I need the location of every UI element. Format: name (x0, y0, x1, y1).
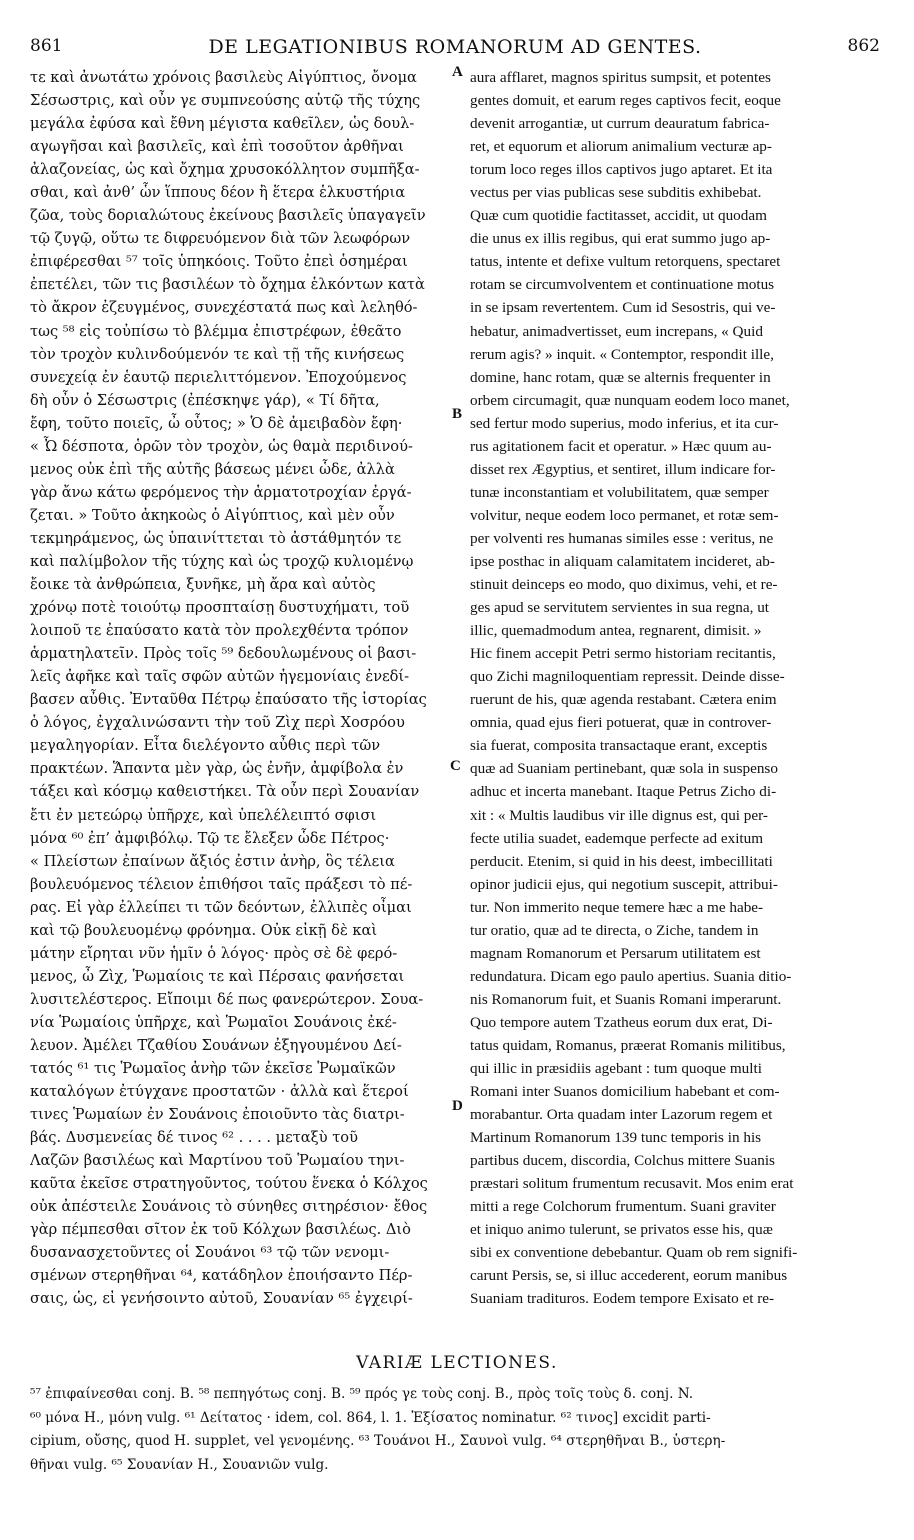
greek-text-line: συνεχείᾳ ἐν ἑαυτῷ περιελιττόμενον. Ἐποχούμενος (30, 368, 407, 386)
latin-text-line: Quo tempore autem Tzatheus eorum dux erat, Di- (470, 1013, 773, 1031)
latin-text-line: tur oratio, quæ ad te directa, o Ziche, tandem in (470, 921, 759, 939)
greek-text-line: λευον. Ἀμέλει Τζαθίου Σουάνων ἐξηγουμένου Δεί- (30, 1036, 402, 1054)
greek-text-column (30, 66, 462, 1346)
variant-note-line: θῆναι vulg. ⁶⁵ Σουανίαν H., Σουανιῶν vulg. (30, 1456, 329, 1473)
greek-text-line: βουλευόμενος τέλειον ἐπιθήσοι ταῖς πράξεσι τὸ πέ- (30, 875, 413, 893)
latin-text-line: ret, et equorum et aliorum animalium vecturæ ap- (470, 138, 772, 156)
variant-readings-notes (30, 1383, 880, 1477)
latin-text-line: vectus per vias publicas sese subditis exhibebat. (470, 184, 762, 202)
latin-text-line: sibi ex conventione debebantur. Quam ob rem signifi- (470, 1244, 798, 1262)
latin-text-line: per volventi res humanas similes esse : veritus, ne (470, 529, 774, 547)
greek-text-line: τε καὶ ἀνωτάτω χρόνοις βασιλεὺς Αἰγύπτιος, ὄνομα (30, 69, 417, 86)
latin-text-column (470, 66, 880, 1346)
latin-text-line: Suaniam tradituros. Eodem tempore Exisato et re- (470, 1290, 775, 1308)
latin-text-line: Quæ cum quotidie factitasset, accidit, ut quodam (470, 207, 767, 225)
greek-text-line: βασεν αὖθις. Ἐνταῦθα Πέτρῳ ἐπαύσατο τῆς ἱστορίας (30, 691, 427, 709)
latin-text-line: tatus, intente et defixe vultum retorquens, spectaret (470, 253, 781, 271)
greek-text-line: καῦτα ἐκεῖσε στρατηγοῦντος, τούτου ἕνεκα ὁ Κόλχος (30, 1175, 428, 1193)
latin-text-line: Romani inter Suanos domicilium habebant et com- (470, 1083, 780, 1101)
page-number-right: 862 (847, 36, 880, 56)
latin-text-line: stinuit deinceps eo modo, quo diximus, vehi, et re- (470, 576, 778, 594)
greek-text-line: ἀλαζονείας, ὡς καὶ ὄχημα χρυσοκόλλητον συμπῆξα- (30, 161, 420, 179)
latin-text-line: nis Romanorum fuit, et Suanis Romani imperarunt. (470, 990, 782, 1008)
greek-text-line: ἐπιφέρεσθαι ⁵⁷ τοῖς ὑπηκόοις. Τοῦτο ἐπεὶ ὁσημέραι (30, 253, 408, 271)
greek-text-line: ζῶα, τοὺς δοριαλώτους ἐκείνους βασιλεῖς ὑπαγαγεῖν (30, 207, 426, 225)
section-marker-a: A (452, 64, 463, 80)
variant-note-line: ⁵⁷ ἐπιφαίνεσθαι conj. B. ⁵⁸ πεπηγότως conj. B. ⁵⁹ πρός γε τοὺς conj. B., πρὸς τοῖς τοὺς δ. conj. N. (30, 1386, 694, 1402)
greek-text-line: λοιποῦ τε ἐπαύσατο κατὰ τὸν προλεχθέντα τρόπον (30, 622, 409, 640)
greek-text-line: λεῖς ἀφῆκε καὶ ταῖς σφῶν αὐτῶν ἡγεμονίαις ἐνεδί- (30, 668, 410, 686)
latin-text-line: et iniquo animo tulerunt, se privatos esse his, quæ (470, 1221, 773, 1239)
greek-text-line: ὁ λόγος, ἐγχαλινώσαντι τὴν τοῦ Ζὶχ περὶ Χοσρόου (30, 714, 405, 732)
latin-text-line: ges apud se servitutem servientes in sua regna, ut (470, 599, 770, 617)
latin-text-line: aura afflaret, magnos spiritus sumpsit, et potentes (470, 69, 771, 86)
greek-text-line: τὸ ἄκρον ἐζευγμένος, συνεχέστατά πως καὶ λεληθό- (30, 299, 418, 317)
latin-text-line: torum loco reges illos captivos jugo aptaret. Et ita (470, 161, 773, 179)
running-title: DE LEGATIONIBUS ROMANORUM AD GENTES. (208, 36, 702, 58)
latin-text-line: tur. Non immerito neque temere hæc a me habe- (470, 898, 764, 916)
latin-text-line: magnam Romanorum et Persarum utilitatem est (470, 944, 761, 962)
variant-note-line: ⁶⁰ μόνα H., μόνη vulg. ⁶¹ Δείτατος · idem, col. 864, l. 1. Ἐξίσατος nominatur. ⁶² τινος] excidit parti- (30, 1409, 711, 1426)
latin-text-line: qui illic in præsidiis agebant : tum quoque multi (470, 1060, 762, 1078)
greek-text-line: ζεται. » Τοῦτο ἀκηκοὼς ὁ Αἰγύπτιος, καὶ μὲν οὖν (30, 506, 395, 524)
latin-text-line: ruerunt de his, quæ agenda restabant. Cætera enim (470, 691, 777, 709)
latin-text-line: die unus ex illis regibus, qui erat summo jugo ap- (470, 230, 771, 248)
greek-text-line: σθαι, καὶ ἀνθ’ ὧν ἵππους δέον ἢ ἕτερα ἑλκυστήρια (30, 184, 406, 202)
running-head (30, 36, 880, 62)
greek-text-line: ρας. Εἰ γὰρ ἐλλείπει τι τῶν δεόντων, ἐλλιπὲς οἶμαι (30, 898, 412, 916)
greek-text-line: τατός ⁶¹ τις Ῥωμαῖος ἀνὴρ τῶν ἐκεῖσε Ῥωμαϊκῶν (30, 1060, 396, 1078)
latin-text-line: carunt Persis, se, si illuc accederent, eorum manibus (470, 1267, 788, 1285)
latin-text-line: disset rex Ægyptius, et sentiret, illum indicare for- (470, 460, 776, 478)
latin-text-line: quo Zichi magniloquentiam repressit. Deinde disse- (470, 668, 785, 686)
latin-text-line: omnia, quad ejus fieri potuerat, quæ in controver- (470, 714, 772, 732)
greek-text-line: καὶ παλίμβολον τῆς τύχης καὶ ὡς τροχῷ κυλιομένῳ (30, 552, 414, 570)
latin-text-line: partibus ducem, discordia, Colchus mittere Suanis (470, 1152, 775, 1170)
latin-text-line: volvitur, neque eodem loco permanet, et rotæ sem- (470, 506, 779, 524)
latin-text-line: Hic finem accepit Petri sermo historiam recitantis, (470, 645, 776, 663)
greek-text-line: δυσανασχετοῦντες οἱ Σουάνοι ⁶³ τῷ τῶν νενομι- (30, 1244, 390, 1262)
latin-text-line: rotam se circumvolventem et continuatione motus (470, 276, 775, 294)
greek-text-line: μενος, ὦ Ζὶχ, Ῥωμαίοις τε καὶ Πέρσαις φανήσεται (30, 967, 405, 985)
greek-text-line: « Πλείστων ἐπαίνων ἄξιός ἐστιν ἀνὴρ, ὃς τέλεια (30, 852, 395, 870)
latin-text-line: domine, hanc rotam, quæ se alternis frequenter in (470, 368, 771, 386)
greek-text-line: ἔτι ἐν μετεώρῳ ὑπῆρχε, καὶ ὑπελέλειπτό σφισι (30, 806, 377, 824)
greek-text-line: χρόνῳ ποτὲ τοιούτῳ προσπταίσῃ δυστυχήματι, τοῦ (30, 599, 410, 617)
greek-text-line: τὸν τροχὸν κυλινδούμενόν τε καὶ τῇ τῆς κινήσεως (30, 345, 405, 363)
greek-text-line: σαις, ὡς, εἰ γενήσοιντο αὐτοῦ, Σουανίαν ⁶⁵ ἐγχειρί- (30, 1290, 413, 1308)
greek-text-line: βάς. Δυσμενείας δέ τινος ⁶² . . . . μεταξὺ τοῦ (30, 1129, 358, 1147)
greek-text-line: τάξει καὶ κόσμῳ καθειστήκει. Τὰ οὖν περὶ Σουανίαν (30, 783, 420, 801)
greek-text-line: ἔοικε τὰ ἀνθρώπεια, ξυνῆκε, μὴ ἄρα καὶ αὐτὸς (30, 576, 376, 594)
greek-text-line: λυσιτελέστερος. Εἴποιμι δέ πως φανερώτερον. Σουα- (30, 990, 424, 1008)
section-marker-b: B (452, 406, 463, 422)
greek-text-line: σμένων στερηθῆναι ⁶⁴, κατάδηλον ἐποιήσαντο Πέρ- (30, 1267, 413, 1285)
greek-text-line: καὶ τῷ βουλευομένῳ φρόνημα. Οὐκ εἰκῇ δὲ καὶ (30, 921, 378, 939)
latin-text-line: hebatur, animadvertisset, eum increpans, « Quid (470, 322, 763, 340)
latin-text-line: opinor judicii ejus, qui negotium suscepit, attribui- (470, 875, 778, 893)
section-marker-d: D (452, 1098, 463, 1114)
greek-text-line: ἐπετέλει, τῶν τις βασιλέων τὸ ὄχημα ἑλκόντων κατὰ (30, 276, 425, 294)
latin-text-line: gentes domuit, et earum reges captivos fecit, eoque (470, 92, 781, 110)
greek-text-line: ἔφη, τοῦτο ποιεῖς, ὦ οὗτος; » Ὁ δὲ ἀμειβαδὸν ἔφη· (30, 414, 403, 432)
latin-text-line: orbem circumagit, quæ nunquam eodem loco manet, (470, 391, 790, 409)
variae-lectiones-heading: VARIÆ LECTIONES. (356, 1353, 558, 1373)
latin-text-line: devenit arrogantiæ, ut currum deauratum fabrica- (470, 115, 770, 133)
latin-text-line: tatus quidam, Romanus, præerat Romanis militibus, (470, 1036, 786, 1054)
greek-text-line: νία Ῥωμαίοις ὑπῆρχε, καὶ Ῥωμαῖοι Σουάνοις ἐκέ- (30, 1013, 397, 1031)
latin-text-line: adhuc et incerta manebant. Itaque Petrus Zicho di- (470, 783, 777, 801)
greek-text-line: τῷ ζυγῷ, οὕτω τε διφρευόμενον διὰ τῶν λεωφόρων (30, 230, 411, 248)
latin-text-line: xit : « Multis laudibus vir ille dignus est, qui per- (470, 806, 768, 824)
latin-text-line: rerum agis? » inquit. « Contemptor, respondit ille, (470, 345, 774, 363)
latin-text-line: tunæ inconstantiam et volubilitatem, quæ semper (470, 483, 769, 501)
greek-text-line: μάτην εἴρηται νῦν ἡμῖν ὁ λόγος· πρὸς σὲ δὲ φερό- (30, 944, 398, 962)
latin-text-line: ipse posthac in aliquam calamitatem incideret, ab- (470, 552, 775, 570)
greek-text-line: τως ⁵⁸ εἰς τοὐπίσω τὸ βλέμμα ἐπιστρέφων, ἐθεᾶτο (30, 322, 402, 340)
greek-text-line: αγωγῆσαι καὶ βασιλεῖς, καὶ ἐπὶ τοσοῦτον ἀρθῆναι (30, 138, 404, 156)
latin-text-line: morabantur. Orta quadam inter Lazorum regem et (470, 1106, 773, 1124)
greek-text-line: « Ὦ δέσποτα, ὁρῶν τὸν τροχὸν, ὡς θαμὰ περιδινού- (30, 437, 413, 455)
greek-text-line: τινες Ῥωμαίων ἐν Σουάνοις ἐποιοῦντο τὰς διατρι- (30, 1106, 405, 1124)
latin-text-line: sed fertur modo superius, modo inferius, et ita cur- (470, 414, 779, 432)
greek-text-line: μενος οὐκ ἐπὶ τῆς αὐτῆς βάσεως μένει ὧδε, ἀλλὰ (30, 460, 395, 478)
latin-text-line: illic, quemadmodum antea, regnarent, dimisit. » (470, 622, 762, 640)
greek-text-line: καταλόγων ἐτύγχανε προστατῶν · ἀλλὰ καὶ ἕτεροί (30, 1083, 409, 1101)
latin-text-line: fecte utilia suadet, eademque perfecte ad exitum (470, 829, 764, 847)
latin-text-line: in se ipsam revertentem. Cum id Sesostris, qui ve- (470, 299, 776, 317)
greek-text-line: γὰρ πέμπεσθαι σῖτον ἐκ τοῦ Κόλχων βασιλέως. Διὸ (30, 1221, 411, 1239)
latin-text-line: quæ ad Suaniam pertinebant, quæ sola in suspenso (470, 760, 778, 778)
page-number-left: 861 (30, 36, 63, 56)
section-marker-c: C (450, 758, 461, 774)
greek-text-line: ἁρματηλατεῖν. Πρὸς τοῖς ⁵⁹ δεδουλωμένους οἱ βασι- (30, 645, 417, 663)
greek-text-line: Λαζῶν βασιλέως καὶ Μαρτίνου τοῦ Ῥωμαίου τηνι- (30, 1152, 405, 1170)
greek-text-line: τεκμηράμενος, ὡς ὑπαινίττεται τὸ ἀστάθμητόν τε (30, 529, 402, 547)
latin-text-line: mitti a rege Colchorum frumentum. Suani graviter (470, 1198, 776, 1216)
latin-text-line: perducit. Etenim, si quid in his deest, imbecillitati (470, 852, 773, 870)
latin-text-line: Martinum Romanorum 139 tunc temporis in his (470, 1129, 762, 1147)
latin-text-line: præstari solitum frumentum recusavit. Mos enim erat (470, 1175, 794, 1193)
greek-text-line: Σέσωστρις, καὶ οὖν γε συμπνεούσης αὐτῷ τῆς τύχης (30, 92, 421, 110)
latin-text-line: sia fuerat, composita transactaque erant, exceptis (470, 737, 768, 755)
latin-text-line: rus agitationem facit et operatur. » Hæc quum au- (470, 437, 772, 455)
greek-text-line: μεγαληγορίαν. Εἶτα διελέγοντο αὖθις περὶ τῶν (30, 737, 381, 755)
greek-text-line: μόνα ⁶⁰ ἐπ’ ἀμφιβόλῳ. Τῷ τε ἔλεξεν ὧδε Πέτρος· (30, 829, 390, 847)
variant-note-line: cipium, οὔσης, quod H. supplet, vel γενομένης. ⁶³ Τουάνοι H., Σαυνοὶ vulg. ⁶⁴ στερηθῆναι B., ὑστερη- (30, 1433, 726, 1449)
latin-text-line: redundatura. Dicam ego paulo apertius. Suania ditio- (470, 967, 792, 985)
greek-text-line: οὐκ ἀπέστειλε Σουάνοις τὸ σύνηθες σιτηρέσιον· ἔθος (30, 1198, 428, 1216)
greek-text-line: δὴ οὖν ὁ Σέσωστρις (ἐπέσκηψε γάρ), « Τί δῆτα, (30, 391, 380, 409)
greek-text-line: πρακτέων. Ἅπαντα μὲν γὰρ, ὡς ἐνῆν, ἀμφίβολα ἐν (30, 760, 404, 778)
greek-text-line: μεγάλα ἐφύσα καὶ ἔθνη μέγιστα καθεῖλεν, ὡς δουλ- (30, 115, 415, 133)
greek-text-line: γὰρ ἄνω κάτω φερόμενος τὴν ἁρματοτροχίαν ἐργά- (30, 483, 412, 501)
